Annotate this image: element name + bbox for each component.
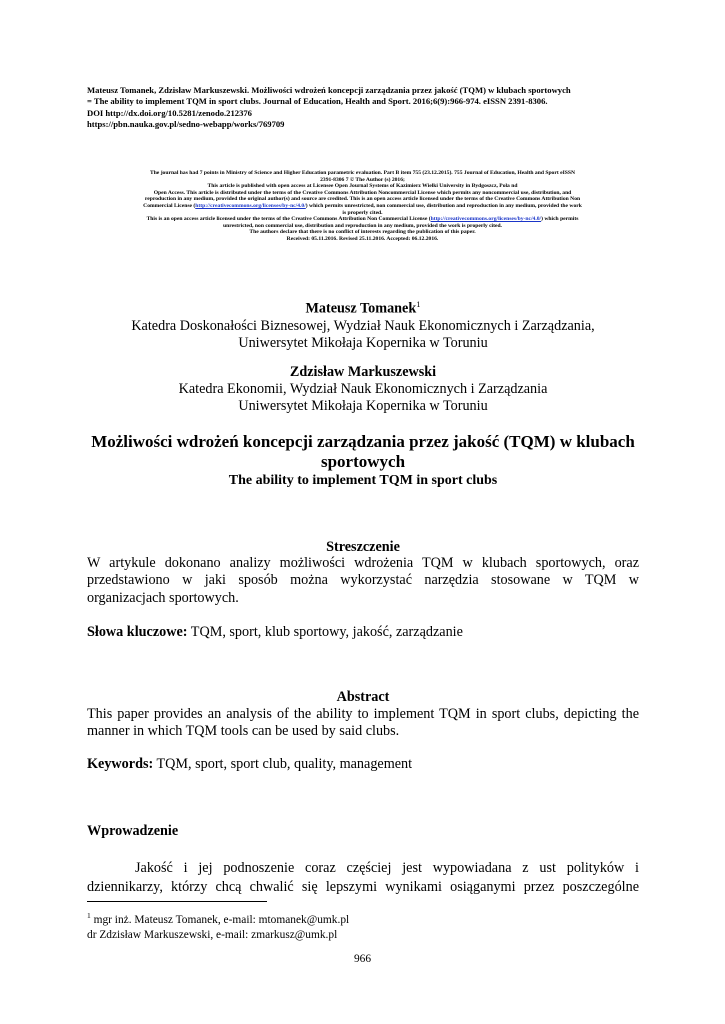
journal-info-line: The journal has had 7 points in Ministry of Science and Higher Education parametric evaluation. Part B item 755 (23.12.2015). 755 Journal of Education, Health and Sport eISSN xyxy=(149,170,576,176)
author-affiliation: Uniwersytet Mikołaja Kopernika w Toruniu xyxy=(238,334,488,351)
keywords-pl xyxy=(87,624,639,641)
journal-info-line: This article is published with open access at Licensee Open Journal Systems of Kazimierz Wielki University in Bydgoszcz, Pola nd xyxy=(207,183,518,190)
paper-title-english: The ability to implement TQM in sport clubs xyxy=(228,473,498,488)
journal-info-line: reproduction in any medium, provided the original author(s) and source are credited. This is an open access article licensed under the terms of the Creative Commons Attribution Non xyxy=(144,196,581,203)
author-block-2 xyxy=(87,364,639,415)
paragraph-line: Jakość i jej podnoszenie coraz częściej jest wypowiadana z ust polityków i xyxy=(135,860,639,876)
journal-info-text: Commercial License ( xyxy=(143,202,196,209)
paper-title-line: sportowych xyxy=(320,452,406,471)
paragraph-line: W artykule dokonano analizy możliwości wdrożenia TQM w klubach sportowych, oraz xyxy=(87,555,639,571)
author-affiliation: Katedra Ekonomii, Wydział Nauk Ekonomicznych i Zarządzania xyxy=(178,381,548,397)
author-block-1 xyxy=(87,296,639,352)
keywords-label: Keywords: xyxy=(87,756,154,772)
journal-info-text: ) which permits xyxy=(541,216,579,223)
journal-info-text: This is an open access article licensed under the terms of the Creative Commons Attribution Non Commercial License ( xyxy=(146,216,431,223)
paper-title-line: Możliwości wdrożeń koncepcji zarządzania przez jakość (TQM) w klubach xyxy=(91,432,635,451)
footnote-text: mgr inż. Mateusz Tomanek, e-mail: mtomanek@umk.pl xyxy=(90,913,350,926)
license-link[interactable]: http://creativecommons.org/licenses/by-nc/4.0/ xyxy=(195,202,306,209)
streszczenie-heading: Streszczenie xyxy=(326,539,400,555)
author-affiliation: Katedra Doskonałości Biznesowej, Wydział Nauk Ekonomicznych i Zarządzania, xyxy=(131,317,595,334)
citation-block xyxy=(87,85,639,131)
author-name: Zdzisław Markuszewski xyxy=(289,364,437,380)
footnote-separator xyxy=(87,901,267,902)
footnotes xyxy=(87,908,639,943)
journal-info-line: 2391-8306 7 © The Author (s) 2016; xyxy=(320,176,405,183)
footnote-mark: 1 xyxy=(87,911,91,920)
journal-info-line: is properly cited. xyxy=(342,209,383,216)
paragraph-line: organizacjach sportowych. xyxy=(87,589,239,606)
paragraph-line: This paper provides an analysis of the ability to implement TQM in sport clubs, depicting the xyxy=(87,706,639,722)
footnote-mark: 1 xyxy=(416,299,421,309)
journal-info-line: unrestricted, non commercial use, distribution and reproduction in any medium, provided the work is properly cited. xyxy=(223,222,502,229)
journal-info-line: Received: 05.11.2016. Revised 25.11.2016. Accepted: 06.12.2016. xyxy=(286,235,439,242)
journal-info-line xyxy=(110,203,615,210)
paragraph-line: manner in which TQM tools can be used by said clubs. xyxy=(87,723,400,740)
introduction-heading: Wprowadzenie xyxy=(87,823,179,839)
paragraph-line: dziennikarzy, którzy chcą chwalić się lepszymi wynikami osiąganymi przez poszczególne xyxy=(87,879,639,895)
citation-line: = The ability to implement TQM in sport clubs. Journal of Education, Health and Sport. 2016;6(9):966-974. eISSN 2391-8306. xyxy=(87,96,548,107)
footnote-text: dr Zdzisław Markuszewski, e-mail: zmarkusz@umk.pl xyxy=(87,928,338,941)
page-number: 966 xyxy=(353,953,372,965)
journal-info-line: Open Access. This article is distributed under the terms of the Creative Commons Attribution Noncommercial License which permits any noncommercial use, distribution, and xyxy=(153,189,572,196)
journal-info-text: ) which permits unrestricted, non commercial use, distribution and reproduction in any medium, provided the work xyxy=(305,202,582,209)
keywords-value: TQM, sport, sport club, quality, management xyxy=(153,756,413,772)
citation-line: Mateusz Tomanek, Zdzisław Markuszewski. Możliwości wdrożeń koncepcji zarządzania przez jakość (TQM) w klubach sportowych xyxy=(87,85,571,95)
keywords-label: Słowa kluczowe: xyxy=(87,624,188,640)
license-link[interactable]: http://creativecommons.org/licenses/by-nc/4.0/ xyxy=(430,216,542,223)
streszczenie-paragraph xyxy=(87,555,639,607)
paragraph-line: przedstawiono w jaki sposób można wykorzystać narzędzia stosowane w TQM w xyxy=(87,572,639,589)
author-name: Mateusz Tomanek xyxy=(305,300,417,317)
citation-doi: DOI http://dx.doi.org/10.5281/zenodo.212376 xyxy=(87,107,252,118)
journal-info-line xyxy=(110,216,615,223)
journal-info-block xyxy=(110,170,615,243)
citation-url: https://pbn.nauka.gov.pl/sedno-webapp/works/769709 xyxy=(87,119,285,130)
author-affiliation: Uniwersytet Mikołaja Kopernika w Toruniu xyxy=(238,398,488,414)
keywords-en xyxy=(87,756,639,773)
abstract-heading: Abstract xyxy=(336,689,390,705)
paper-title xyxy=(87,432,639,472)
journal-info-line: The authors declare that there is no conflict of interests regarding the publication of this paper. xyxy=(249,229,476,236)
introduction-paragraph xyxy=(87,859,639,897)
keywords-value: TQM, sport, klub sportowy, jakość, zarządzanie xyxy=(187,624,463,640)
abstract-paragraph xyxy=(87,706,639,741)
